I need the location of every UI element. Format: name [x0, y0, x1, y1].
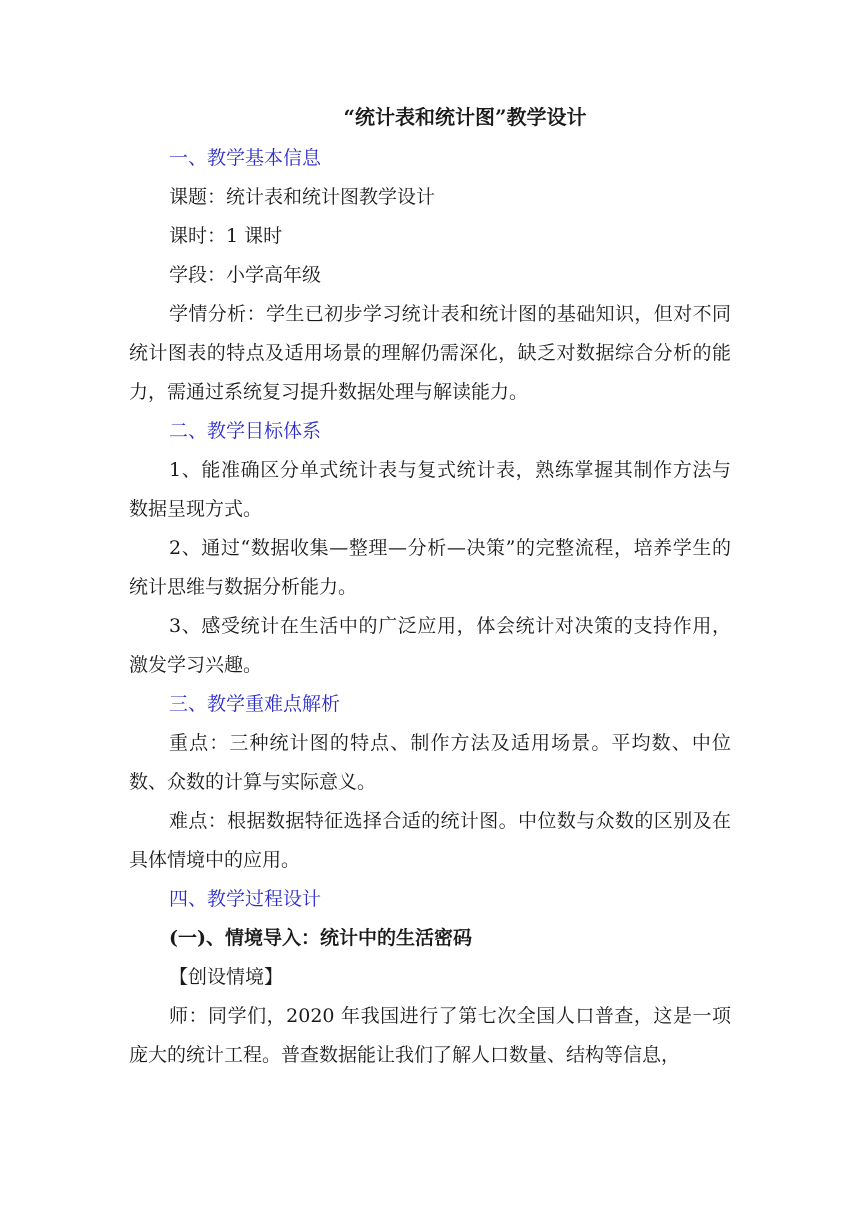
dialogue-paragraph: 师：同学们，2020 年我国进行了第七次全国人口普查，这是一项庞大的统计工程。普查数据能让我们了解人口数量、结构等信息， — [129, 1005, 731, 1066]
bracket-label: 【创设情境】 — [169, 966, 284, 988]
key-point-paragraph: 重点：三种统计图的特点、制作方法及适用场景。平均数、中位数、众数的计算与实际意义。 — [129, 732, 731, 793]
subsection-heading-intro: (一)、情境导入：统计中的生活密码 — [169, 927, 472, 949]
goal-paragraph-1: 1、能准确区分单式统计表与复式统计表，熟练掌握其制作方法与数据呈现方式。 — [129, 459, 731, 520]
section-heading-basic-info: 一、教学基本信息 — [169, 147, 322, 169]
topic-line: 课题：统计表和统计图教学设计 — [169, 186, 436, 208]
section-heading-process: 四、教学过程设计 — [169, 888, 322, 910]
section-heading-goals: 二、教学目标体系 — [169, 420, 322, 442]
hours-line: 课时：1 课时 — [169, 225, 283, 247]
document-title: “统计表和统计图”教学设计 — [343, 105, 587, 129]
analysis-paragraph: 学情分析：学生已初步学习统计表和统计图的基础知识，但对不同统计图表的特点及适用场景的理解仍需深化，缺乏对数据综合分析的能力，需通过系统复习提升数据处理与解读能力。 — [129, 303, 731, 403]
difficulty-paragraph: 难点：根据数据特征选择合适的统计图。中位数与众数的区别及在具体情境中的应用。 — [129, 810, 731, 871]
level-line: 学段：小学高年级 — [169, 264, 322, 286]
goal-paragraph-3: 3、感受统计在生活中的广泛应用，体会统计对决策的支持作用，激发学习兴趣。 — [129, 615, 731, 676]
goal-paragraph-2: 2、通过“数据收集—整理—分析—决策”的完整流程，培养学生的统计思维与数据分析能力。 — [129, 537, 731, 598]
section-heading-key-points: 三、教学重难点解析 — [169, 693, 341, 715]
